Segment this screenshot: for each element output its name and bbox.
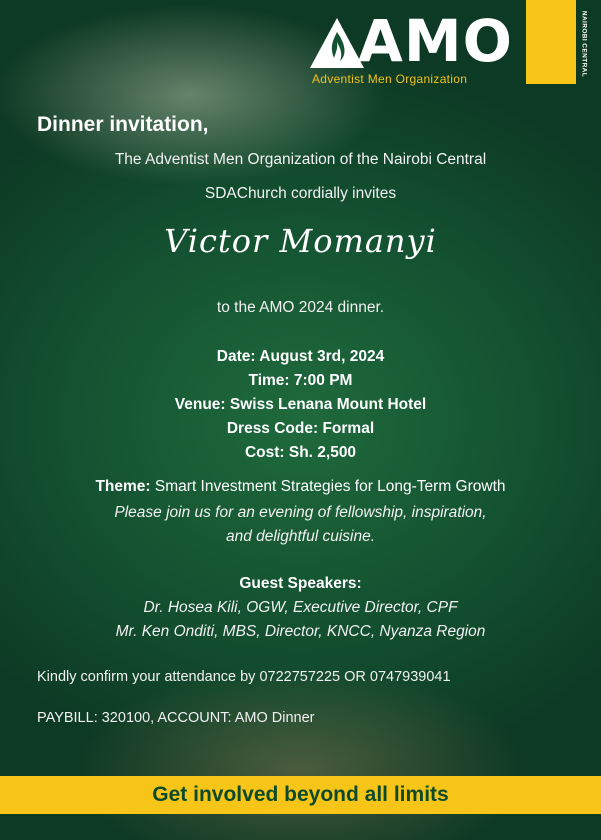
side-label xyxy=(576,0,596,90)
intro-line-2: SDAChurch cordially invites xyxy=(204,185,397,202)
speaker-item: Dr. Hosea Kili, OGW, Executive Director, CPF xyxy=(143,599,458,616)
event-dress-code: Dress Code: Formal xyxy=(226,420,375,437)
footer-banner xyxy=(0,776,601,814)
side-label-text: NAIROBI CENTRAL xyxy=(580,10,588,78)
theme-label: Theme: xyxy=(95,478,151,495)
intro-line-1: The Adventist Men Organization of the Nairobi Central xyxy=(114,151,487,168)
event-cost: Cost: Sh. 2,500 xyxy=(244,444,357,461)
footer-slogan: Get involved beyond all limits xyxy=(152,783,449,806)
theme-text: Smart Investment Strategies for Long-Term Growth xyxy=(154,478,506,495)
event-time: Time: 7:00 PM xyxy=(248,372,353,389)
theme-line xyxy=(0,478,601,496)
flame-emblem-icon xyxy=(310,18,364,68)
event-line: to the AMO 2024 dinner. xyxy=(216,299,385,316)
amo-logo xyxy=(310,7,520,88)
invite-line-2: and delightful cuisine. xyxy=(225,528,376,545)
rsvp-confirm: Kindly confirm your attendance by 0722757225 OR 0747939041 xyxy=(37,669,451,685)
event-venue: Venue: Swiss Lenana Mount Hotel xyxy=(174,396,427,413)
speaker-item: Mr. Ken Onditi, MBS, Director, KNCC, Nyanza Region xyxy=(115,623,486,640)
speakers-heading: Guest Speakers: xyxy=(239,575,362,592)
logo-text: AMO xyxy=(358,7,513,75)
guest-name: Victor Momanyi xyxy=(164,222,437,260)
brand-color-block xyxy=(526,0,576,84)
invite-line-1: Please join us for an evening of fellowship, inspiration, xyxy=(114,504,487,521)
event-date: Date: August 3rd, 2024 xyxy=(216,348,385,365)
logo-subtitle: Adventist Men Organization xyxy=(312,72,468,86)
paybill-info: PAYBILL: 320100, ACCOUNT: AMO Dinner xyxy=(37,710,315,726)
invitation-heading: Dinner invitation, xyxy=(37,113,209,136)
